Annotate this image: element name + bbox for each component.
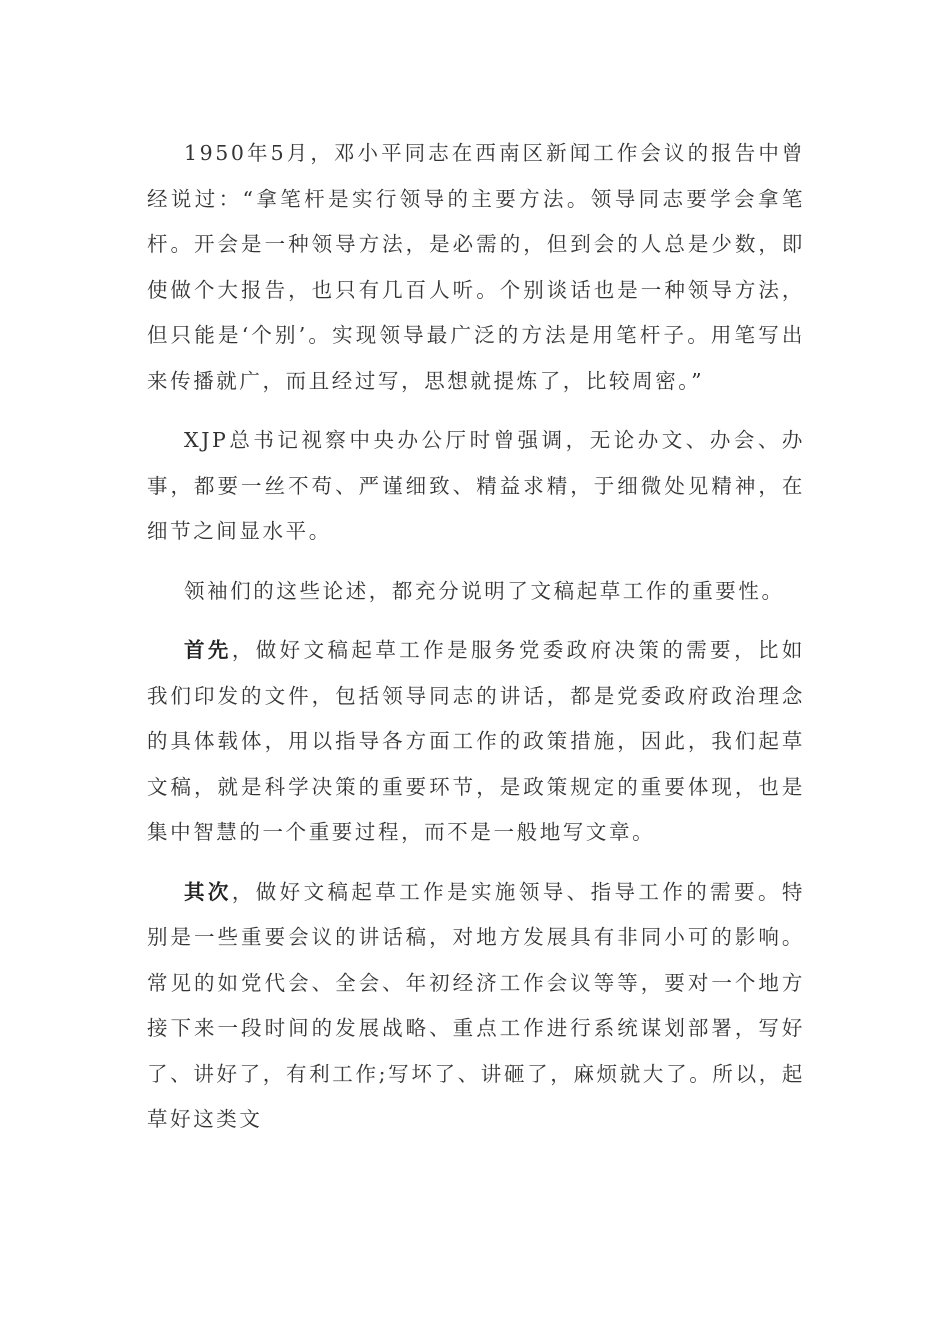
paragraph-text: XJP总书记视察中央办公厅时曾强调，无论办文、办会、办事，都要一丝不苟、严谨细致、精益求精，于细微处见精神，在细节之间显水平。 [147, 428, 805, 543]
paragraph-deng-xiaoping-quote [147, 131, 805, 404]
document-page [147, 131, 805, 1143]
paragraph-text: 1950年5月，邓小平同志在西南区新闻工作会议的报告中曾经说过：“拿笔杆是实行领导的主要方法。领导同志要学会拿笔杆。开会是一种领导方法，是必需的，但到会的人总是少数，即使做个大报告，也只有几百人听。个别谈话也是一种领导方法，但只能是‘个别’。实现领导最广泛的方法是用笔杆子。用笔写出来传播就广，而且经过写，思想就提炼了，比较周密。” [147, 141, 805, 393]
paragraph-text: 领袖们的这些论述，都充分说明了文稿起草工作的重要性。 [184, 578, 785, 603]
paragraph-summary [147, 569, 805, 615]
paragraph-first-point [147, 628, 805, 856]
paragraph-second-point [147, 870, 805, 1143]
paragraph-text: ，做好文稿起草工作是实施领导、指导工作的需要。特别是一些重要会议的讲话稿，对地方发展具有非同小可的影响。常见的如党代会、全会、年初经济工作会议等等，要对一个地方接下来一段时间的发展战略、重点工作进行系统谋划部署，写好了、讲好了，有利工作;写坏了、讲砸了，麻烦就大了。所以，起草好这类文 [147, 879, 806, 1131]
paragraph-text: ，做好文稿起草工作是服务党委政府决策的需要，比如我们印发的文件，包括领导同志的讲话，都是党委政府政治理念的具体载体，用以指导各方面工作的政策措施，因此，我们起草文稿，就是科学决策的重要环节，是政策规定的重要体现，也是集中智慧的一个重要过程，而不是一般地写文章。 [147, 638, 806, 844]
paragraph-lead-bold: 首先 [184, 638, 232, 662]
paragraph-xjp-remarks [147, 418, 805, 555]
paragraph-lead-bold: 其次 [184, 879, 232, 904]
